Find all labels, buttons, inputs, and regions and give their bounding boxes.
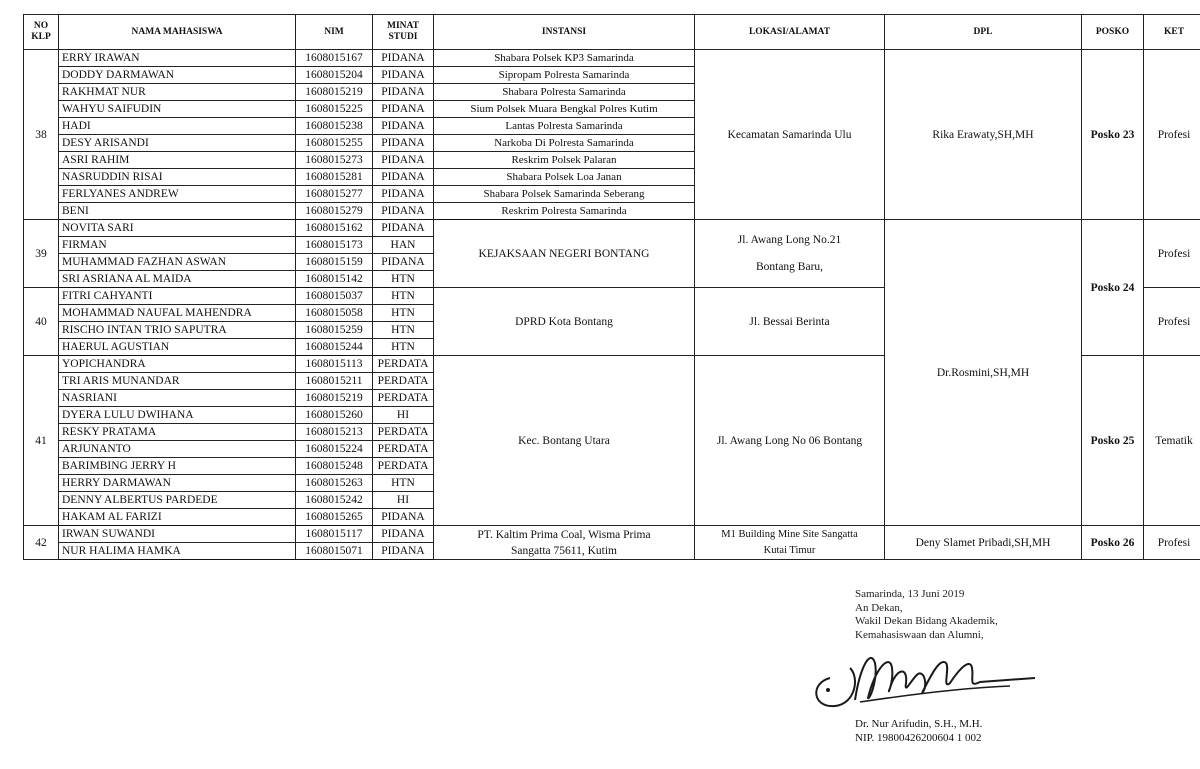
student-minat: HI xyxy=(373,407,434,424)
student-nim: 1608015260 xyxy=(296,407,373,424)
header-instansi: INSTANSI xyxy=(434,15,695,50)
group-ket: Profesi xyxy=(1144,288,1200,356)
student-instansi: Lantas Polresta Samarinda xyxy=(434,118,695,135)
student-nim: 1608015219 xyxy=(296,84,373,101)
lokasi-line: Bontang Baru, xyxy=(755,260,824,273)
role-line: Kemahasiswaan dan Alumni, xyxy=(855,628,984,641)
group-posko: Posko 25 xyxy=(1082,356,1144,526)
student-minat: PERDATA xyxy=(373,458,434,475)
student-name: NOVITA SARI xyxy=(59,220,296,237)
student-minat: HTN xyxy=(373,271,434,288)
student-nim: 1608015277 xyxy=(296,186,373,203)
student-nim: 1608015265 xyxy=(296,509,373,526)
student-minat: PIDANA xyxy=(373,67,434,84)
student-nim: 1608015224 xyxy=(296,441,373,458)
student-nim: 1608015213 xyxy=(296,424,373,441)
student-nim: 1608015159 xyxy=(296,254,373,271)
group-lokasi xyxy=(695,220,885,288)
student-name: MUHAMMAD FAZHAN ASWAN xyxy=(59,254,296,271)
header-posko: POSKO xyxy=(1082,15,1144,50)
student-nim: 1608015113 xyxy=(296,356,373,373)
student-name: RISCHO INTAN TRIO SAPUTRA xyxy=(59,322,296,339)
student-name: MOHAMMAD NAUFAL MAHENDRA xyxy=(59,305,296,322)
student-name: ASRI RAHIM xyxy=(59,152,296,169)
student-nim: 1608015273 xyxy=(296,152,373,169)
student-nim: 1608015058 xyxy=(296,305,373,322)
group-posko: Posko 23 xyxy=(1082,50,1144,220)
student-nim: 1608015263 xyxy=(296,475,373,492)
klp-number: 40 xyxy=(24,288,59,356)
student-minat: HI xyxy=(373,492,434,509)
student-name: RAKHMAT NUR xyxy=(59,84,296,101)
student-placement-sheet xyxy=(23,14,1193,560)
student-name: ARJUNANTO xyxy=(59,441,296,458)
student-instansi: Reskrim Polsek Palaran xyxy=(434,152,695,169)
instansi-line: PT. Kaltim Prima Coal, Wisma Prima xyxy=(477,528,651,541)
student-nim: 1608015219 xyxy=(296,390,373,407)
group-ket: Profesi xyxy=(1144,526,1200,560)
student-minat: PIDANA xyxy=(373,169,434,186)
signer-name: Dr. Nur Arifudin, S.H., M.H. xyxy=(855,718,983,730)
student-name: ERRY IRAWAN xyxy=(59,50,296,67)
klp-number: 39 xyxy=(24,220,59,288)
student-nim: 1608015167 xyxy=(296,50,373,67)
group-lokasi: Kecamatan Samarinda Ulu xyxy=(695,50,885,220)
lokasi-line: Kutai Timur xyxy=(763,544,816,556)
student-instansi: Shabara Polresta Samarinda xyxy=(434,84,695,101)
student-minat: PIDANA xyxy=(373,254,434,271)
group-lokasi: Jl. Awang Long No 06 Bontang xyxy=(695,356,885,526)
student-nim: 1608015248 xyxy=(296,458,373,475)
student-nim: 1608015238 xyxy=(296,118,373,135)
student-instansi: Shabara Polsek Loa Janan xyxy=(434,169,695,186)
student-table xyxy=(23,14,1200,560)
student-minat: HAN xyxy=(373,237,434,254)
student-nim: 1608015162 xyxy=(296,220,373,237)
student-instansi: Sium Polsek Muara Bengkal Polres Kutim xyxy=(434,101,695,118)
student-nim: 1608015142 xyxy=(296,271,373,288)
group-posko: Posko 24 xyxy=(1082,220,1144,356)
student-nim: 1608015173 xyxy=(296,237,373,254)
header-minat: MINAT STUDI xyxy=(373,15,434,50)
student-name: DYERA LULU DWIHANA xyxy=(59,407,296,424)
group-ket: Profesi xyxy=(1144,220,1200,288)
handwritten-signature xyxy=(800,638,1040,716)
student-name: RESKY PRATAMA xyxy=(59,424,296,441)
student-name: DODDY DARMAWAN xyxy=(59,67,296,84)
student-minat: HTN xyxy=(373,322,434,339)
group-dpl: Deny Slamet Pribadi,SH,MH xyxy=(885,526,1082,560)
place-date: Samarinda, 13 Juni 2019 xyxy=(855,588,965,600)
student-minat: PIDANA xyxy=(373,101,434,118)
student-nim: 1608015255 xyxy=(296,135,373,152)
student-name: IRWAN SUWANDI xyxy=(59,526,296,543)
student-minat: PIDANA xyxy=(373,50,434,67)
signer-block xyxy=(855,718,982,745)
student-name: SRI ASRIANA AL MAIDA xyxy=(59,271,296,288)
header-dpl: DPL xyxy=(885,15,1082,50)
table-row xyxy=(24,526,1200,543)
student-instansi: Narkoba Di Polresta Samarinda xyxy=(434,135,695,152)
student-name: NUR HALIMA HAMKA xyxy=(59,543,296,560)
student-name: HAERUL AGUSTIAN xyxy=(59,339,296,356)
header-lokasi: LOKASI/ALAMAT xyxy=(695,15,885,50)
student-nim: 1608015037 xyxy=(296,288,373,305)
student-nim: 1608015244 xyxy=(296,339,373,356)
header-nama: NAMA MAHASISWA xyxy=(59,15,296,50)
group-dpl: Rika Erawaty,SH,MH xyxy=(885,50,1082,220)
student-minat: PERDATA xyxy=(373,373,434,390)
student-name: BENI xyxy=(59,203,296,220)
student-nim: 1608015259 xyxy=(296,322,373,339)
student-minat: PIDANA xyxy=(373,509,434,526)
student-minat: PERDATA xyxy=(373,390,434,407)
student-instansi: Reskrim Polresta Samarinda xyxy=(434,203,695,220)
group-posko: Posko 26 xyxy=(1082,526,1144,560)
student-minat: HTN xyxy=(373,305,434,322)
on-behalf: An Dekan, xyxy=(855,601,903,614)
role-line: Wakil Dekan Bidang Akademik, xyxy=(855,615,998,627)
student-minat: HTN xyxy=(373,288,434,305)
table-header-row xyxy=(24,15,1200,50)
lokasi-line: M1 Building Mine Site Sangatta xyxy=(721,528,858,540)
group-instansi: DPRD Kota Bontang xyxy=(434,288,695,356)
student-minat: PERDATA xyxy=(373,424,434,441)
student-minat: PIDANA xyxy=(373,84,434,101)
group-lokasi: Jl. Bessai Berinta xyxy=(695,288,885,356)
instansi-line: Sangatta 75611, Kutim xyxy=(511,544,617,557)
student-minat: PERDATA xyxy=(373,356,434,373)
student-minat: PIDANA xyxy=(373,118,434,135)
header-no-klp: NO KLP xyxy=(24,15,59,50)
student-nim: 1608015211 xyxy=(296,373,373,390)
student-instansi: Shabara Polsek Samarinda Seberang xyxy=(434,186,695,203)
student-nim: 1608015242 xyxy=(296,492,373,509)
student-name: DENNY ALBERTUS PARDEDE xyxy=(59,492,296,509)
student-name: FIRMAN xyxy=(59,237,296,254)
student-minat: PIDANA xyxy=(373,135,434,152)
student-minat: PERDATA xyxy=(373,441,434,458)
student-name: WAHYU SAIFUDIN xyxy=(59,101,296,118)
student-minat: HTN xyxy=(373,475,434,492)
student-minat: PIDANA xyxy=(373,526,434,543)
group-instansi xyxy=(434,526,695,560)
student-name: HAKAM AL FARIZI xyxy=(59,509,296,526)
student-nim: 1608015281 xyxy=(296,169,373,186)
klp-number: 41 xyxy=(24,356,59,526)
klp-number: 42 xyxy=(24,526,59,560)
group-ket: Tematik xyxy=(1144,356,1200,526)
group-instansi: Kec. Bontang Utara xyxy=(434,356,695,526)
klp-number: 38 xyxy=(24,50,59,220)
group-dpl: Dr.Rosmini,SH,MH xyxy=(885,220,1082,526)
student-name: DESY ARISANDI xyxy=(59,135,296,152)
lokasi-line: Jl. Awang Long No.21 xyxy=(737,233,842,246)
student-name: TRI ARIS MUNANDAR xyxy=(59,373,296,390)
student-name: HADI xyxy=(59,118,296,135)
student-minat: HTN xyxy=(373,339,434,356)
signature-block xyxy=(855,588,998,642)
table-row xyxy=(24,50,1200,67)
student-minat: PIDANA xyxy=(373,152,434,169)
student-name: FERLYANES ANDREW xyxy=(59,186,296,203)
header-nim: NIM xyxy=(296,15,373,50)
student-name: HERRY DARMAWAN xyxy=(59,475,296,492)
header-ket: KET xyxy=(1144,15,1200,50)
student-minat: PIDANA xyxy=(373,186,434,203)
signer-nip: NIP. 19800426200604 1 002 xyxy=(855,731,982,744)
student-nim: 1608015225 xyxy=(296,101,373,118)
group-lokasi xyxy=(695,526,885,560)
student-name: NASRUDDIN RISAI xyxy=(59,169,296,186)
group-ket: Profesi xyxy=(1144,50,1200,220)
student-instansi: Shabara Polsek KP3 Samarinda xyxy=(434,50,695,67)
student-instansi: Sipropam Polresta Samarinda xyxy=(434,67,695,84)
student-name: BARIMBING JERRY H xyxy=(59,458,296,475)
group-instansi: KEJAKSAAN NEGERI BONTANG xyxy=(434,220,695,288)
student-name: YOPICHANDRA xyxy=(59,356,296,373)
student-minat: PIDANA xyxy=(373,220,434,237)
student-nim: 1608015279 xyxy=(296,203,373,220)
student-minat: PIDANA xyxy=(373,543,434,560)
student-name: NASRIANI xyxy=(59,390,296,407)
student-nim: 1608015204 xyxy=(296,67,373,84)
table-row xyxy=(24,220,1200,237)
student-nim: 1608015071 xyxy=(296,543,373,560)
student-name: FITRI CAHYANTI xyxy=(59,288,296,305)
student-minat: PIDANA xyxy=(373,203,434,220)
student-nim: 1608015117 xyxy=(296,526,373,543)
